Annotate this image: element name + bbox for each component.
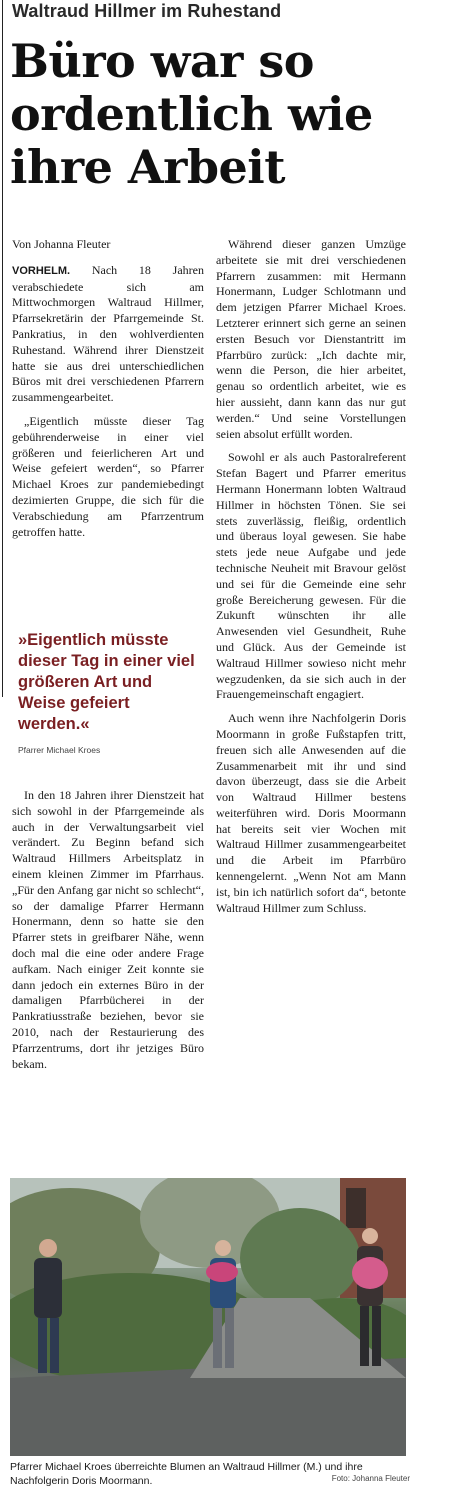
paragraph: „Eigentlich müsste dieser Tag gebührenderweise in einer viel größeren und feierlicheren Art und Weise gefeiert werden“, so Pfarrer Michael Kroes zur pandemiebedingt dezimierten Gruppe, die sich für die Verabschiedung am Pfarrzentrum getroffen hatte. (12, 413, 204, 539)
paragraph: In den 18 Jahren ihrer Dienstzeit hat sich sowohl in der Pfarrgemeinde als auch in der Verwaltungsarbeit viel verändert. Zu Beginn befand sich Waltraud Hillmers Arbeitsplatz in einem kleinen Zimmer im Pfarrhaus. „Für den Anfang gar nicht so schlecht“, so der damalige Pfarrer Hermann Honermann, denn so hatte sie den Pfarrer stets in greifbarer Nähe, wenn doch mal die eine oder andere Frage aufkam. Nach einiger Zeit konnte sie dann jedoch ein externes Büro in der damaligen Pfarrbücherei in der Pankratiusstraße beziehen, bevor sie 2010, nach der Restaurierung des Pfarrzentrums, dort ihr jetziges Büro bekam. (12, 788, 204, 1071)
article-column-left (12, 237, 204, 548)
paragraph-text: Nach 18 Jahren verabschiedete sich am Mittwochmorgen Waltraud Hillmer, Pfarrsekretärin der Pfarrgemeinde St. Pankratius, in den wohlverdienten Ruhestand. Während ihrer Dienstzeit hatte sie aus drei unterschiedlichen Büros mit drei verschiedenen Pfarrern zusammengearbeitet. (12, 262, 204, 405)
photo-illustration (10, 1178, 406, 1456)
paragraph: Sowohl er als auch Pastoralreferent Stefan Bagert und Pfarrer emeritus Hermann Honermann lobten Waltraud Hillmer in höchsten Tönen. Sie sei stets zuverlässig, fleißig, ordentlich und überaus loyal gewesen. Sie habe stets jede neue Aufgabe und jede technische Neuheit mit Bravour gelöst und sei für die Gemeinde eine sehr große Bereicherung gewesen. Für die Zukunft wünschten ihr alle Anwesenden viel Gesundheit, Ruhe und Glück. Aus der Gemeinde ist Waltraud Hillmer sowieso nicht mehr wegzudenken, da sie sich auch in der Frauengemeinschaft engagiert. (216, 450, 406, 702)
headline-line: Büro war so (10, 34, 314, 88)
article-photo (10, 1178, 406, 1456)
paragraph: Während dieser ganzen Umzüge arbeitete sie mit drei verschiedenen Pfarrern zusammen: mit Hermann Honermann, Ludger Schlotmann und dem jetzigen Pfarrer Michael Kroes. Letzterer erinnert sich gerne an seinen ersten Besuch vor Dienstantritt im Pfarrbüro zurück: „Ich dachte mir, wenn die Person, die hier arbeitet, genau so ordentlich arbeitet, wie es hier aussieht, dann kann das nur gut werden.“ Und seine Vorstellungen seien absolut erfüllt worden. (216, 237, 406, 441)
paragraph (12, 263, 204, 406)
dateline-place: VORHELM. (12, 264, 71, 277)
headline-line: ordentlich wie (10, 87, 373, 141)
headline-line: ihre Arbeit (10, 140, 286, 194)
photo-credit: Foto: Johanna Fleuter (331, 1474, 410, 1483)
article-column-left-lower (12, 788, 204, 1080)
pull-quote-author: Pfarrer Michael Kroes (18, 745, 101, 755)
pull-quote (18, 630, 198, 755)
column-rule (2, 0, 3, 697)
photo-caption: Pfarrer Michael Kroes überreichte Blumen an Waltraud Hillmer (M.) und ihre Nachfolgerin Doris Moormann. (10, 1461, 363, 1487)
paragraph: Auch wenn ihre Nachfolgerin Doris Moormann in große Fußstapfen tritt, freuen sich alle Anwesenden auf die Zusammenarbeit mit ihr und sind davon überzeugt, dass sie die Arbeit von Waltraud Hillmer bestens weiterführen wird. Doris Moormann hat bereits seit vier Wochen mit Waltraud Hillmer zusammengearbeitet und die Arbeit im Pfarrbüro kennengelernt. „Wenn Not am Mann ist, bin ich natürlich sofort da“, betonte Waltraud Hillmer zum Schluss. (216, 711, 406, 915)
kicker: Waltraud Hillmer im Ruhestand (12, 1, 282, 21)
headline (10, 35, 460, 194)
byline: Von Johanna Fleuter (12, 237, 111, 251)
article-column-right (216, 237, 406, 924)
pull-quote-text: »Eigentlich müsste dieser Tag in einer viel größeren Art und Weise gefeiert werden.« (18, 631, 195, 733)
